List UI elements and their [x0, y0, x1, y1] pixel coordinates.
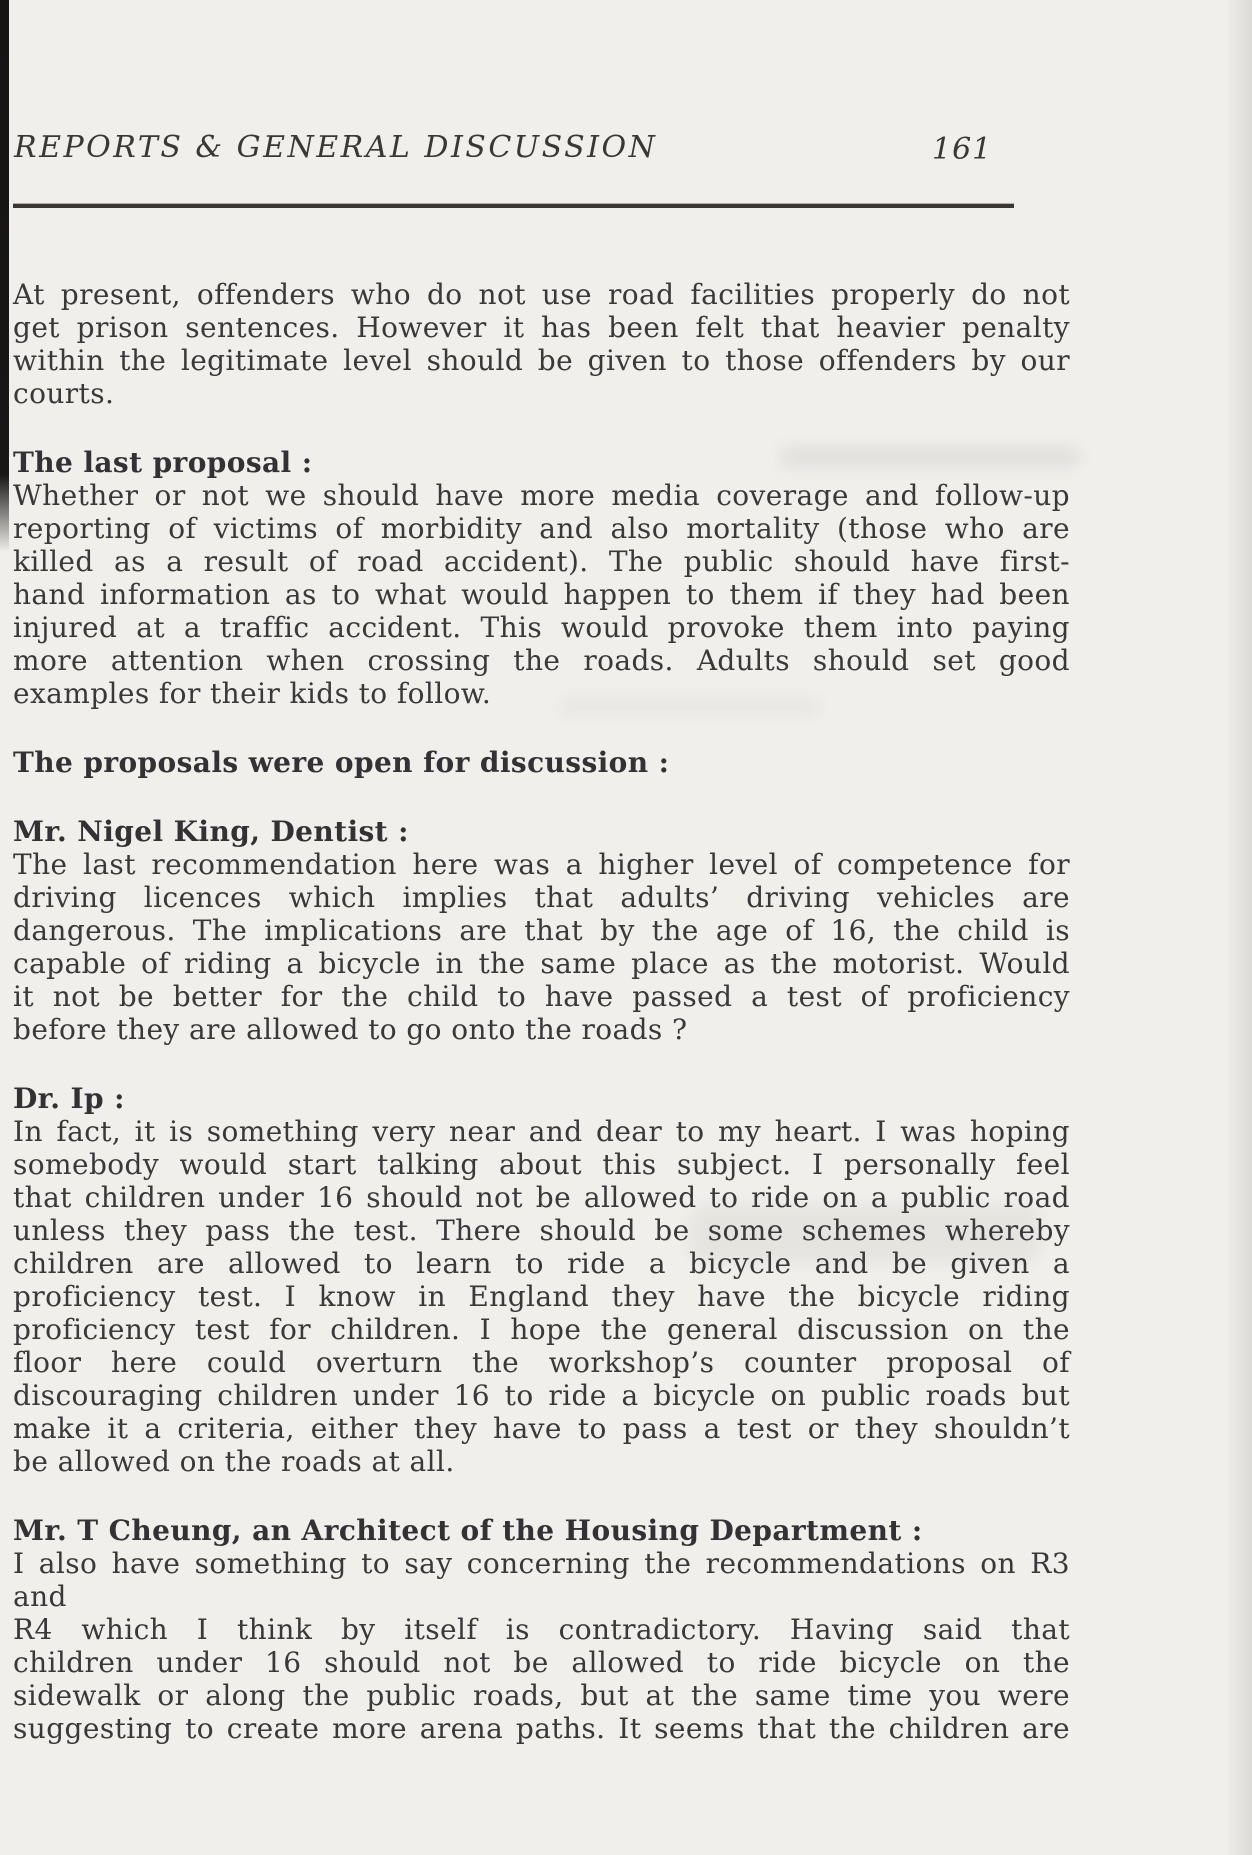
text-line: children are allowed to learn to ride a bicycle and be given a	[13, 1247, 1070, 1280]
speaker-heading: Mr. T Cheung, an Architect of the Housing Department :	[13, 1514, 923, 1547]
page-body	[13, 278, 1070, 1781]
text-line: it not be better for the child to have passed a test of proficiency	[13, 980, 1070, 1013]
text-line: hand information as to what would happen to them if they had been	[13, 578, 1070, 611]
page-number: 161	[932, 132, 993, 167]
text-line: capable of riding a bicycle in the same place as the motorist. Would	[13, 947, 1070, 980]
text-line: proficiency test for children. I hope the general discussion on the	[13, 1313, 1070, 1346]
text-line: reporting of victims of morbidity and also mortality (those who are	[13, 512, 1070, 545]
text-line: that children under 16 should not be allowed to ride on a public road	[13, 1181, 1070, 1214]
text-line: make it a criteria, either they have to pass a test or they shouldn’t	[13, 1412, 1070, 1445]
section-last-proposal	[13, 446, 1070, 710]
text-line: driving licences which implies that adults’ driving vehicles are	[13, 881, 1070, 914]
section-t-cheung	[13, 1514, 1070, 1745]
text-line: floor here could overturn the workshop’s counter proposal of	[13, 1346, 1070, 1379]
text-line: children under 16 should not be allowed to ride bicycle on the	[13, 1646, 1070, 1679]
text-line: The last recommendation here was a higher level of competence for	[13, 848, 1070, 881]
speaker-heading: Mr. Nigel King, Dentist :	[13, 815, 409, 848]
text-line: discouraging children under 16 to ride a bicycle on public roads but	[13, 1379, 1070, 1412]
text-line: sidewalk or along the public roads, but at the same time you were	[13, 1679, 1070, 1712]
text-line: In fact, it is something very near and dear to my heart. I was hoping	[13, 1115, 1070, 1148]
section-heading: The proposals were open for discussion :	[13, 746, 670, 779]
text-line: examples for their kids to follow.	[13, 677, 492, 710]
text-line: more attention when crossing the roads. Adults should set good	[13, 644, 1070, 677]
section-discussion-open	[13, 746, 1070, 779]
section-heading: The last proposal :	[13, 446, 313, 479]
text-line: within the legitimate level should be given to those offenders by our	[13, 344, 1070, 377]
text-line: get prison sentences. However it has been felt that heavier penalty	[13, 311, 1070, 344]
header-rule	[13, 204, 1014, 208]
text-line: suggesting to create more arena paths. It seems that the children are	[13, 1712, 1070, 1745]
scan-edge-strip	[0, 0, 9, 552]
text-line: injured at a traffic accident. This would provoke them into paying	[13, 611, 1070, 644]
section-nigel-king	[13, 815, 1070, 1046]
text-line: unless they pass the test. There should be some schemes whereby	[13, 1214, 1070, 1247]
page-header	[14, 130, 1074, 174]
text-line: proficiency test. I know in England they have the bicycle riding	[13, 1280, 1070, 1313]
running-title: REPORTS & GENERAL DISCUSSION	[14, 130, 658, 165]
paragraph-intro	[13, 278, 1070, 410]
text-line: be allowed on the roads at all.	[13, 1445, 455, 1478]
text-line: R4 which I think by itself is contradictory. Having said that	[13, 1613, 1070, 1646]
text-line: dangerous. The implications are that by the age of 16, the child is	[13, 914, 1070, 947]
section-dr-ip	[13, 1082, 1070, 1478]
text-line: somebody would start talking about this subject. I personally feel	[13, 1148, 1070, 1181]
text-line: Whether or not we should have more media coverage and follow-up	[13, 479, 1070, 512]
text-line: At present, offenders who do not use road facilities properly do not	[13, 278, 1070, 311]
text-line: I also have something to say concerning the recommendations on R3 and	[13, 1547, 1070, 1613]
speaker-heading: Dr. Ip :	[13, 1082, 125, 1115]
text-line: courts.	[13, 377, 115, 410]
text-line: before they are allowed to go onto the roads ?	[13, 1013, 688, 1046]
text-line: killed as a result of road accident). The public should have first-	[13, 545, 1070, 578]
scan-right-shadow	[1226, 0, 1252, 1855]
